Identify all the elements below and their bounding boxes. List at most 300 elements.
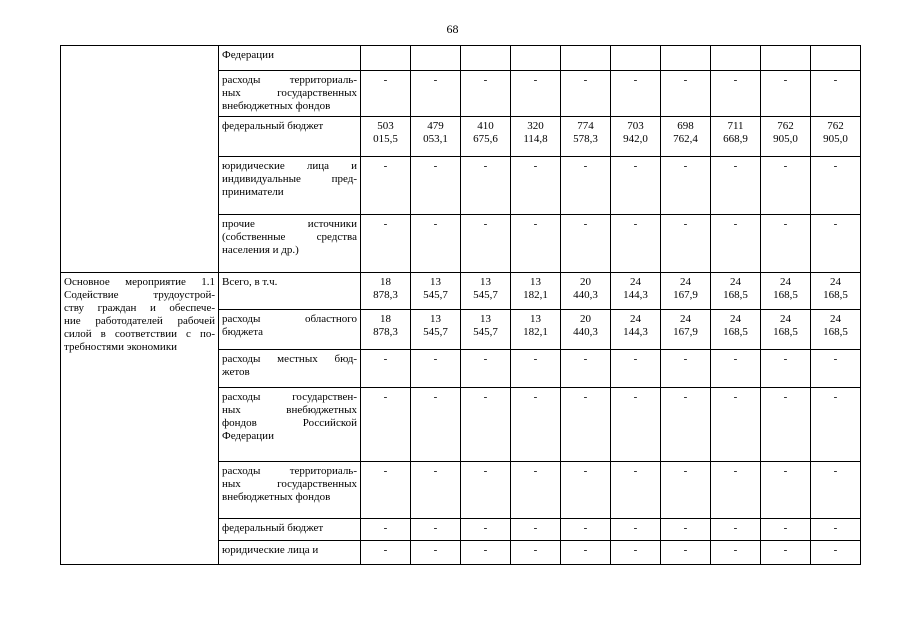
value-cell	[411, 519, 461, 541]
value-cell	[461, 519, 511, 541]
funding-source-text: юридические лица и	[222, 544, 319, 556]
value-text: -	[783, 353, 788, 365]
value-text: 13	[480, 313, 491, 325]
value-cell	[761, 215, 811, 273]
value-cell	[661, 388, 711, 462]
funding-source-cell	[219, 388, 361, 462]
value-cell	[711, 462, 761, 519]
value-cell	[361, 117, 411, 157]
value-cell	[511, 541, 561, 565]
value-cell	[611, 273, 661, 310]
value-cell	[511, 350, 561, 388]
value-text: -	[533, 353, 538, 365]
value-text: -	[833, 544, 838, 556]
value-cell	[661, 215, 711, 273]
value-cell	[461, 273, 511, 310]
value-cell	[761, 462, 811, 519]
funding-source-cell	[219, 350, 361, 388]
value-cell	[811, 273, 861, 310]
value-cell	[611, 350, 661, 388]
value-text: -	[483, 218, 488, 230]
value-cell	[711, 157, 761, 215]
value-cell	[611, 388, 661, 462]
funding-source-text: фондов Российской	[222, 417, 357, 429]
value-cell	[611, 215, 661, 273]
value-text: 20	[580, 313, 591, 325]
value-cell	[511, 71, 561, 117]
value-text: 410	[477, 120, 494, 132]
value-text: 545,7	[423, 326, 448, 338]
value-cell	[461, 388, 511, 462]
value-cell	[411, 46, 461, 71]
value-cell	[661, 273, 711, 310]
value-text: 774	[577, 120, 594, 132]
value-cell	[761, 350, 811, 388]
value-cell	[661, 71, 711, 117]
value-text: 942,0	[623, 133, 648, 145]
value-cell	[661, 350, 711, 388]
value-text: -	[833, 522, 838, 534]
value-text: -	[433, 391, 438, 403]
value-cell	[511, 273, 561, 310]
value-cell	[461, 462, 511, 519]
funding-source-text: ных внебюджетных	[222, 404, 357, 416]
value-cell	[761, 157, 811, 215]
value-text: 13	[530, 313, 541, 325]
value-text: -	[683, 353, 688, 365]
value-text: -	[833, 353, 838, 365]
value-text: -	[833, 465, 838, 477]
value-cell	[411, 462, 461, 519]
value-cell	[711, 350, 761, 388]
value-cell	[561, 310, 611, 350]
value-text: 24	[680, 276, 691, 288]
value-text: -	[383, 465, 388, 477]
value-text: 545,7	[473, 289, 498, 301]
value-cell	[711, 71, 761, 117]
value-text: 762	[827, 120, 844, 132]
value-cell	[811, 117, 861, 157]
funding-source-text: ных государственных	[222, 87, 357, 99]
value-cell	[361, 215, 411, 273]
value-text: -	[583, 544, 588, 556]
funding-source-text: Федерации	[222, 430, 274, 442]
value-text: 13	[430, 276, 441, 288]
value-text: -	[683, 544, 688, 556]
funding-source-cell	[219, 215, 361, 273]
value-text: -	[583, 522, 588, 534]
value-text: 24	[730, 313, 741, 325]
value-text: -	[683, 465, 688, 477]
funding-source-text: внебюджетных фондов	[222, 491, 331, 503]
value-text: 762	[777, 120, 794, 132]
value-text: 13	[430, 313, 441, 325]
funding-source-cell	[219, 541, 361, 565]
value-text: 24	[780, 276, 791, 288]
value-text: -	[633, 544, 638, 556]
value-text: 320	[527, 120, 544, 132]
value-text: -	[633, 218, 638, 230]
value-text: 545,7	[423, 289, 448, 301]
value-cell	[361, 541, 411, 565]
value-text: -	[583, 74, 588, 86]
value-cell	[611, 71, 661, 117]
value-cell	[461, 541, 511, 565]
value-cell	[711, 46, 761, 71]
value-text: 503	[377, 120, 394, 132]
value-text: 878,3	[373, 326, 398, 338]
value-cell	[411, 157, 461, 215]
funding-source-text: приниматели	[222, 186, 284, 198]
value-text: -	[383, 218, 388, 230]
value-cell	[361, 350, 411, 388]
funding-source-cell	[219, 71, 361, 117]
value-cell	[661, 46, 711, 71]
value-cell	[411, 350, 461, 388]
value-cell	[411, 541, 461, 565]
funding-source-text: ных государственных	[222, 478, 357, 490]
value-text: -	[483, 544, 488, 556]
value-cell	[411, 310, 461, 350]
value-cell	[761, 541, 811, 565]
value-text: 905,0	[773, 133, 798, 145]
value-cell	[811, 71, 861, 117]
value-text: 168,5	[723, 326, 748, 338]
activity-title-text: Содействие трудоустрой-	[64, 289, 215, 301]
value-text: -	[683, 160, 688, 172]
value-text: -	[483, 74, 488, 86]
value-cell	[561, 273, 611, 310]
value-text: -	[833, 74, 838, 86]
value-cell	[811, 462, 861, 519]
value-cell	[611, 46, 661, 71]
value-cell	[461, 215, 511, 273]
value-cell	[361, 273, 411, 310]
funding-source-text: населения и др.)	[222, 244, 299, 256]
value-text: -	[533, 522, 538, 534]
value-text: 440,3	[573, 326, 598, 338]
activity-title-text: Основное мероприятие 1.1	[64, 276, 215, 288]
activity-title-text: ству граждан и обеспече-	[64, 302, 215, 314]
value-text: -	[533, 544, 538, 556]
value-cell	[561, 117, 611, 157]
value-cell	[411, 215, 461, 273]
value-text: 24	[730, 276, 741, 288]
value-cell	[411, 71, 461, 117]
value-cell	[761, 519, 811, 541]
value-text: 168,5	[823, 289, 848, 301]
value-cell	[461, 310, 511, 350]
value-cell	[461, 350, 511, 388]
funding-source-text: (собственные средства	[222, 231, 357, 243]
value-cell	[561, 541, 611, 565]
value-cell	[761, 71, 811, 117]
funding-source-cell	[219, 157, 361, 215]
value-cell	[411, 273, 461, 310]
value-cell	[561, 462, 611, 519]
value-cell	[511, 117, 561, 157]
value-text: 24	[630, 313, 641, 325]
value-text: -	[783, 218, 788, 230]
value-cell	[561, 46, 611, 71]
value-text: -	[733, 544, 738, 556]
value-text: -	[483, 353, 488, 365]
value-text: -	[733, 465, 738, 477]
value-text: 167,9	[673, 289, 698, 301]
value-cell	[611, 117, 661, 157]
value-text: -	[833, 160, 838, 172]
value-cell	[661, 519, 711, 541]
value-text: -	[483, 522, 488, 534]
funding-source-text: индивидуальные пред-	[222, 173, 357, 185]
value-cell	[661, 541, 711, 565]
value-cell	[511, 157, 561, 215]
value-text: -	[733, 160, 738, 172]
value-cell	[711, 273, 761, 310]
value-text: 703	[627, 120, 644, 132]
value-text: 182,1	[523, 326, 548, 338]
value-cell	[361, 462, 411, 519]
value-cell	[661, 310, 711, 350]
value-cell	[611, 519, 661, 541]
value-text: -	[683, 74, 688, 86]
value-text: 698	[677, 120, 694, 132]
value-text: 762,4	[673, 133, 698, 145]
value-cell	[611, 541, 661, 565]
page-number: 68	[446, 22, 459, 36]
value-text: 668,9	[723, 133, 748, 145]
value-cell	[461, 71, 511, 117]
funding-source-cell	[219, 46, 361, 71]
value-cell	[761, 117, 811, 157]
value-text: 053,1	[423, 133, 448, 145]
value-text: 015,5	[373, 133, 398, 145]
value-cell	[811, 541, 861, 565]
value-cell	[761, 46, 811, 71]
value-text: 578,3	[573, 133, 598, 145]
funding-source-text: федеральный бюджет	[222, 120, 324, 132]
value-cell	[361, 71, 411, 117]
value-cell	[811, 350, 861, 388]
value-text: -	[533, 160, 538, 172]
value-text: 168,5	[823, 326, 848, 338]
value-cell	[511, 519, 561, 541]
value-text: -	[383, 391, 388, 403]
table-row	[61, 46, 861, 71]
funding-source-text: расходы территориаль-	[222, 465, 357, 477]
funding-source-cell	[219, 519, 361, 541]
value-text: 20	[580, 276, 591, 288]
value-cell	[711, 310, 761, 350]
value-text: -	[533, 391, 538, 403]
funding-source-cell	[219, 310, 361, 350]
value-cell	[611, 157, 661, 215]
value-cell	[561, 519, 611, 541]
value-cell	[811, 215, 861, 273]
value-text: -	[383, 544, 388, 556]
value-text: -	[383, 522, 388, 534]
value-text: 878,3	[373, 289, 398, 301]
value-text: -	[733, 74, 738, 86]
value-cell	[811, 157, 861, 215]
value-text: -	[733, 353, 738, 365]
value-text: -	[433, 353, 438, 365]
value-cell	[661, 117, 711, 157]
value-cell	[461, 46, 511, 71]
value-text: -	[833, 218, 838, 230]
value-cell	[561, 71, 611, 117]
value-text: 18	[380, 276, 391, 288]
value-text: -	[783, 544, 788, 556]
funding-source-text: расходы территориаль-	[222, 74, 357, 86]
value-text: -	[733, 218, 738, 230]
value-cell	[561, 157, 611, 215]
value-text: 18	[380, 313, 391, 325]
value-text: 114,8	[523, 133, 548, 145]
value-text: -	[783, 74, 788, 86]
value-text: 24	[680, 313, 691, 325]
value-text: -	[683, 218, 688, 230]
budget-table	[60, 45, 861, 565]
value-cell	[711, 117, 761, 157]
funding-source-cell	[219, 462, 361, 519]
value-text: -	[483, 160, 488, 172]
value-cell	[761, 310, 811, 350]
funding-source-text: расходы государствен-	[222, 391, 357, 403]
table-body	[61, 46, 861, 565]
value-text: -	[433, 465, 438, 477]
value-cell	[561, 388, 611, 462]
value-cell	[561, 350, 611, 388]
value-text: -	[433, 218, 438, 230]
value-text: -	[633, 465, 638, 477]
value-cell	[811, 46, 861, 71]
value-text: -	[533, 465, 538, 477]
funding-source-cell	[219, 117, 361, 157]
funding-source-text: расходы областного	[222, 313, 357, 325]
value-cell	[511, 215, 561, 273]
value-cell	[711, 215, 761, 273]
value-cell	[561, 215, 611, 273]
value-cell	[611, 310, 661, 350]
value-cell	[811, 310, 861, 350]
value-cell	[511, 46, 561, 71]
value-text: -	[833, 391, 838, 403]
value-cell	[361, 310, 411, 350]
value-text: 24	[830, 276, 841, 288]
value-text: -	[383, 353, 388, 365]
value-text: -	[583, 465, 588, 477]
value-cell	[761, 388, 811, 462]
value-text: 13	[480, 276, 491, 288]
funding-source-text: федеральный бюджет	[222, 522, 324, 534]
value-cell	[361, 388, 411, 462]
funding-source-cell	[219, 273, 361, 310]
activity-title-text: требностями экономики	[64, 341, 178, 353]
value-text: -	[633, 160, 638, 172]
funding-source-text: внебюджетных фондов	[222, 100, 331, 112]
value-text: 440,3	[573, 289, 598, 301]
value-text: -	[583, 218, 588, 230]
value-text: 168,5	[773, 289, 798, 301]
value-text: 711	[727, 120, 744, 132]
value-text: -	[433, 522, 438, 534]
value-cell	[511, 462, 561, 519]
value-text: -	[433, 544, 438, 556]
value-text: 168,5	[773, 326, 798, 338]
value-text: -	[533, 74, 538, 86]
value-text: 167,9	[673, 326, 698, 338]
value-cell	[611, 462, 661, 519]
value-text: 24	[780, 313, 791, 325]
value-cell	[511, 388, 561, 462]
value-text: -	[483, 391, 488, 403]
value-text: -	[783, 160, 788, 172]
value-cell	[761, 273, 811, 310]
value-text: 545,7	[473, 326, 498, 338]
value-text: -	[383, 160, 388, 172]
value-cell	[661, 157, 711, 215]
activity-title-text: ние работодателей рабочей	[64, 315, 215, 327]
value-text: -	[633, 74, 638, 86]
activity-title-cell	[61, 273, 219, 565]
value-cell	[511, 310, 561, 350]
value-text: -	[783, 465, 788, 477]
value-cell	[711, 541, 761, 565]
value-text: -	[783, 522, 788, 534]
value-cell	[411, 117, 461, 157]
value-text: 144,3	[623, 289, 648, 301]
funding-source-text: Всего, в т.ч.	[222, 276, 278, 288]
value-text: -	[783, 391, 788, 403]
value-cell	[811, 519, 861, 541]
value-text: -	[633, 391, 638, 403]
continued-program-cell	[61, 46, 219, 273]
value-text: -	[683, 391, 688, 403]
value-cell	[461, 117, 511, 157]
value-text: -	[733, 391, 738, 403]
funding-source-text: юридические лица и	[222, 160, 357, 172]
value-cell	[711, 388, 761, 462]
value-text: -	[633, 522, 638, 534]
value-cell	[361, 157, 411, 215]
value-cell	[811, 388, 861, 462]
value-text: -	[433, 160, 438, 172]
value-cell	[661, 462, 711, 519]
table-row	[61, 273, 861, 310]
funding-source-text: бюджета	[222, 326, 264, 338]
value-cell	[361, 46, 411, 71]
value-text: 675,6	[473, 133, 498, 145]
value-text: -	[683, 522, 688, 534]
value-text: -	[583, 160, 588, 172]
value-cell	[361, 519, 411, 541]
value-cell	[411, 388, 461, 462]
value-text: 168,5	[723, 289, 748, 301]
value-text: -	[633, 353, 638, 365]
value-text: -	[483, 465, 488, 477]
value-text: -	[733, 522, 738, 534]
value-text: -	[583, 391, 588, 403]
value-text: 13	[530, 276, 541, 288]
value-text: -	[383, 74, 388, 86]
value-text: 144,3	[623, 326, 648, 338]
value-text: 24	[630, 276, 641, 288]
value-cell	[461, 157, 511, 215]
value-text: -	[533, 218, 538, 230]
activity-title-text: силой в соответствии с по-	[64, 328, 215, 340]
value-cell	[711, 519, 761, 541]
